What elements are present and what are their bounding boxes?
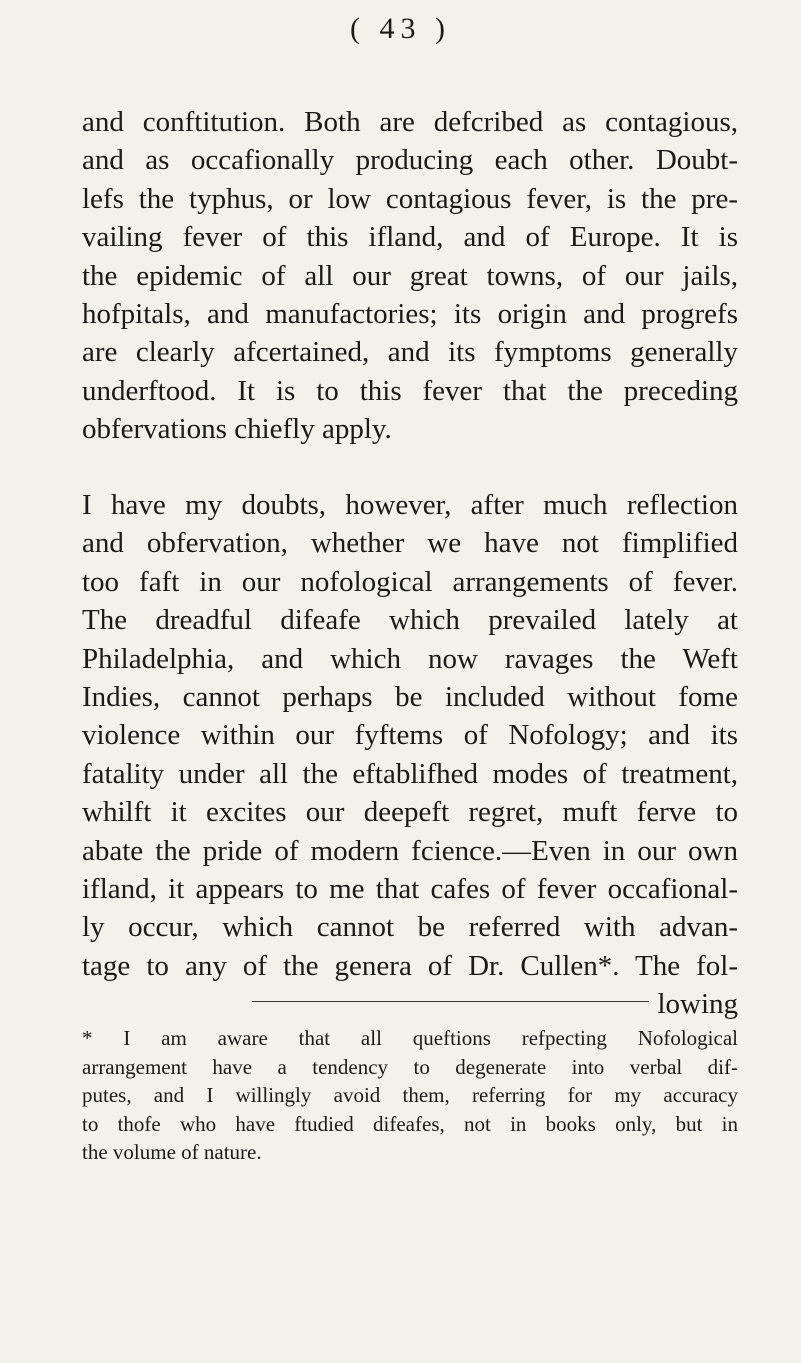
text-line: Philadelphia, and which now ravages the Weft xyxy=(82,642,738,675)
paragraph-2 xyxy=(82,486,738,1024)
text-line: I have my doubts, however, after much reflection xyxy=(82,489,738,521)
footnote-line: putes, and I willingly avoid them, referring for my accuracy xyxy=(82,1083,738,1107)
paragraph-1 xyxy=(82,103,738,449)
footnote-line: * I am aware that all queftions refpecting Nofological xyxy=(82,1026,738,1050)
text-line: abate the pride of modern fcience.—Even in our own xyxy=(82,834,738,867)
text-line: lefs the typhus, or low contagious fever, is the pre- xyxy=(82,182,738,215)
text-line: and conftitution. Both are defcribed as contagious, xyxy=(82,106,738,138)
page-number: ( 43 ) xyxy=(350,12,451,45)
footnote-line: the volume of nature. xyxy=(82,1140,262,1164)
text-line: and obfervation, whether we have not fimplified xyxy=(82,527,738,560)
text-line: and as occafionally producing each other. Doubt- xyxy=(82,144,738,177)
text-line: tage to any of the genera of Dr. Cullen*. The fol- xyxy=(82,949,738,982)
footnote-divider xyxy=(252,1001,649,1002)
text-line: The dreadful difeafe which prevailed lately at xyxy=(82,604,738,637)
catchword: lowing xyxy=(657,988,738,1021)
text-line: obfervations chiefly apply. xyxy=(82,413,392,446)
text-line: ifland, it appears to me that cafes of fever occafional- xyxy=(82,873,738,906)
footnote-line: to thofe who have ftudied difeafes, not in books only, but in xyxy=(82,1111,738,1136)
text-line: fatality under all the eftablifhed modes of treatment, xyxy=(82,757,738,790)
footnote-line: arrangement have a tendency to degenerate into verbal dif- xyxy=(82,1054,738,1079)
text-line: Indies, cannot perhaps be included without fome xyxy=(82,681,738,714)
footnote xyxy=(82,1024,738,1167)
text-line: underftood. It is to this fever that the preceding xyxy=(82,374,738,407)
text-line: violence within our fyftems of Nofology; and its xyxy=(82,719,738,752)
text-line: ly occur, which cannot be referred with advan- xyxy=(82,911,738,944)
text-line: too faft in our nofological arrangements of fever. xyxy=(82,565,738,598)
text-line: the epidemic of all our great towns, of our jails, xyxy=(82,259,738,292)
text-line: vailing fever of this ifland, and of Europe. It is xyxy=(82,221,738,254)
text-line: whilft it excites our deepeft regret, muft ferve to xyxy=(82,796,738,829)
text-line: are clearly afcertained, and its fymptoms generally xyxy=(82,336,738,369)
text-line: hofpitals, and manufactories; its origin and progrefs xyxy=(82,298,738,331)
